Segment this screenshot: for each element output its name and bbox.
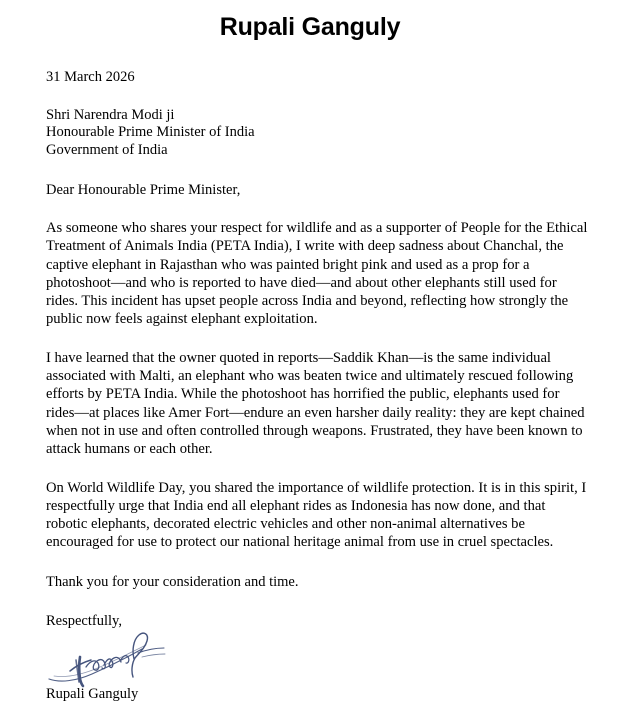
signoff-line: Respectfully, xyxy=(46,612,122,629)
thanks-line: Thank you for your consideration and time. xyxy=(46,573,299,590)
recipient-title: Honourable Prime Minister of India xyxy=(46,124,255,140)
letter-body xyxy=(0,68,620,703)
letterhead-name: Rupali Ganguly xyxy=(219,13,401,41)
body-paragraph-2: I have learned that the owner quoted in reports—Saddik Khan—is the same individual associated with Malti, an elephant who was beaten twice and ultimately rescued following efforts by PETA India. While the photoshoot has horrified the public, elephants used for rides—at places like Amer Fort—endure an even harsher daily reality: they are kept chained when not in use and often controlled through weapons. Frustrated, they have been known to attack humans or each other. xyxy=(46,349,585,458)
body-paragraph-3: On World Wildlife Day, you shared the importance of wildlife protection. It is in this spirit, I respectfully urge that India end all elephant rides as Indonesia has now done, and that robotic elephants, decorated electric vehicles and other non-animal alternatives be encouraged for use to protect our national heritage animal from use in cruel spectacles. xyxy=(46,479,587,551)
handwritten-signature xyxy=(46,627,186,689)
body-paragraph-1: As someone who shares your respect for wildlife and as a supporter of People for the Ethical Treatment of Animals India (PETA India), I write with deep sadness about Chanchal, the captive elephant in Rajasthan who was painted bright pink and used as a prop for a photoshoot—and who is reported to have died—and about other elephants still used for rides. This incident has upset people across India and beyond, reflecting how strongly the public now feels against elephant exploitation. xyxy=(46,220,588,328)
signer-name: Rupali Ganguly xyxy=(46,685,139,702)
recipient-organization: Government of India xyxy=(46,141,168,158)
letter-date: 31 March 2026 xyxy=(46,68,135,85)
salutation: Dear Honourable Prime Minister, xyxy=(46,182,241,198)
recipient-name: Shri Narendra Modi ji xyxy=(46,106,175,123)
recipient-address-block xyxy=(46,107,590,160)
signature-area xyxy=(46,631,590,685)
